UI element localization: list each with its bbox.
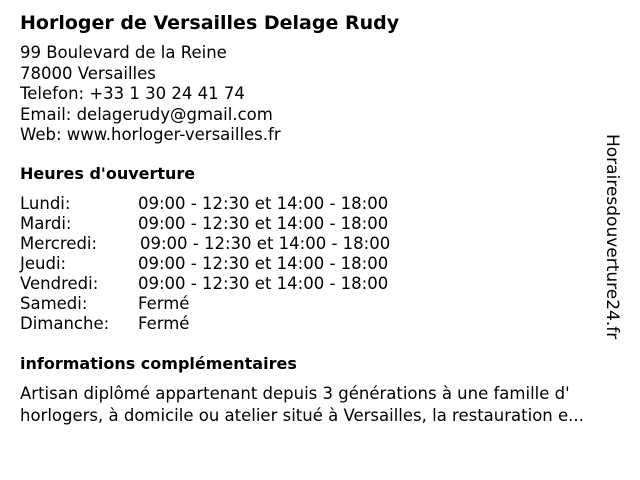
day-label: Dimanche: [20,314,110,333]
time-value: 09:00 - 12:30 et 14:00 - 18:00 [138,274,389,293]
contact-block [20,43,281,146]
phone-number: Telefon: +33 1 30 24 41 74 [20,84,245,103]
day-label: Samedi: [20,294,88,313]
time-value: Fermé [138,314,190,333]
description-line: Artisan diplômé appartenant depuis 3 générations à une famille d' [20,384,570,403]
info-heading: informations complémentaires [20,354,297,373]
website: Web: www.horloger-versailles.fr [20,125,281,144]
business-name: Horloger de Versailles Delage Rudy [20,12,400,34]
day-label: Jeudi: [20,254,67,273]
hours-heading: Heures d'ouverture [20,164,196,183]
time-value: 09:00 - 12:30 et 14:00 - 18:00 [140,234,391,253]
address-street: 99 Boulevard de la Reine [20,43,227,62]
time-value: Fermé [138,294,190,313]
site-watermark: Horairesdouverture24.fr [602,134,622,340]
time-value: 09:00 - 12:30 et 14:00 - 18:00 [138,214,389,233]
day-label: Lundi: [20,194,71,213]
email-address: Email: delagerudy@gmail.com [20,104,273,124]
address-city: 78000 Versailles [20,63,156,83]
description-text [20,383,620,427]
time-value: 09:00 - 12:30 et 14:00 - 18:00 [138,194,389,213]
time-value: 09:00 - 12:30 et 14:00 - 18:00 [138,254,389,273]
description-line: horlogers, à domicile ou atelier situé à Versailles, la restauration e... [20,406,584,425]
day-label: Vendredi: [20,274,99,293]
day-label: Mercredi: [20,234,98,253]
day-label: Mardi: [20,214,72,233]
